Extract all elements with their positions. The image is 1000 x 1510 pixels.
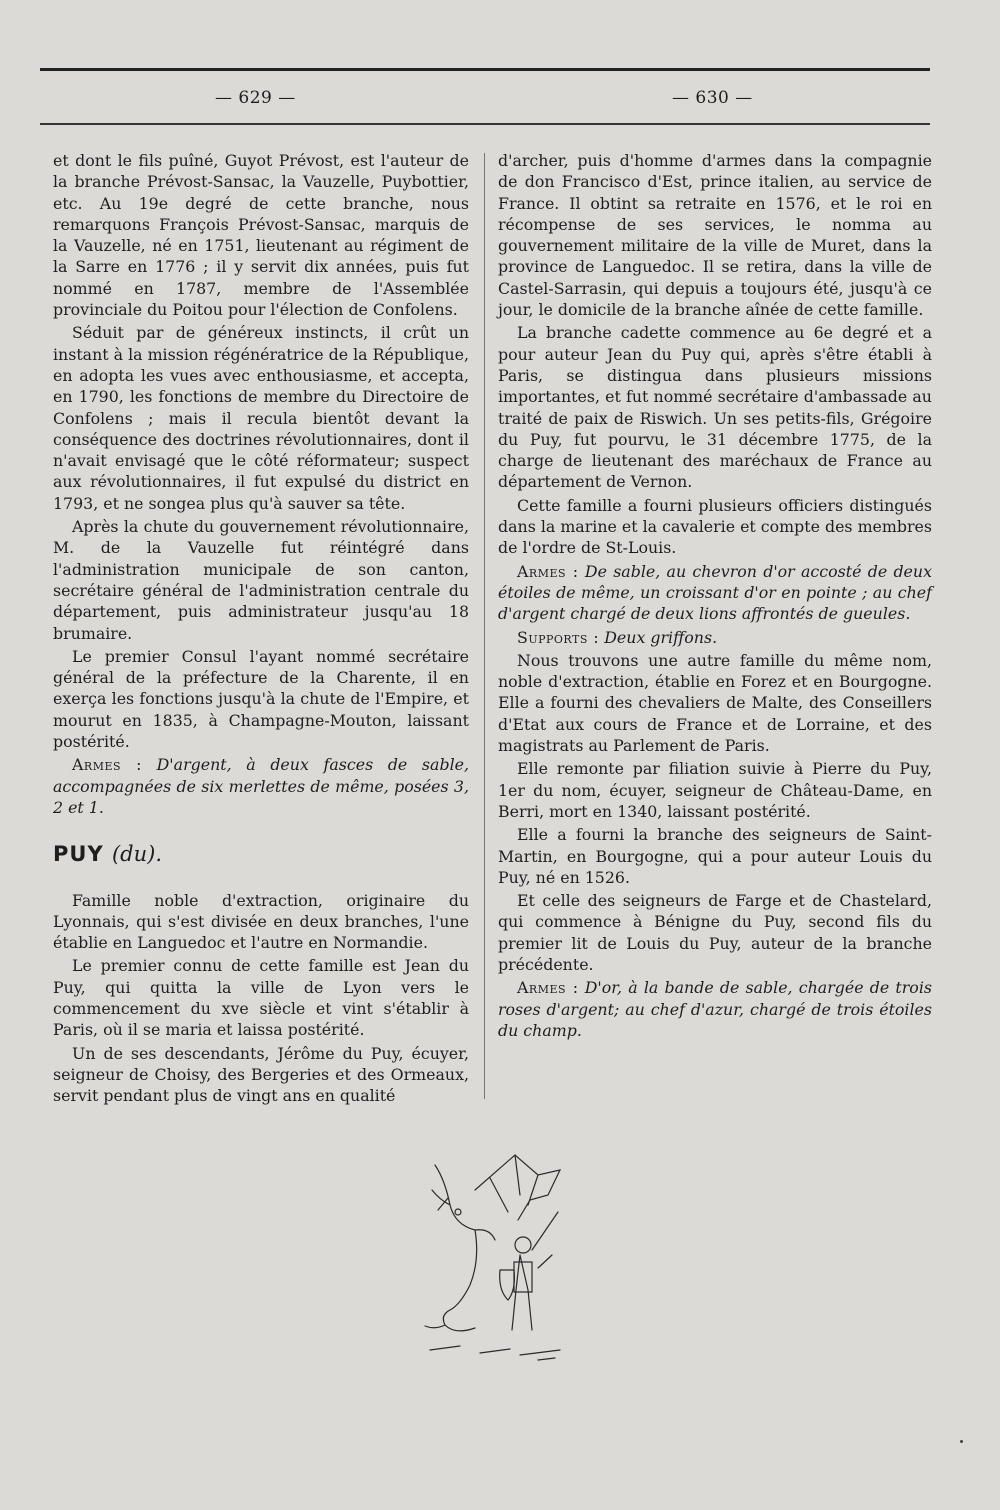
armes-blazon: D'or, à la bande de sable, chargée de trois roses d'argent; au chef d'azur, chargé de trois étoiles du champ.	[498, 978, 932, 1040]
page-number-left: — 629 —	[215, 88, 296, 108]
right-column	[498, 150, 932, 1041]
armes-label: Armes :	[517, 978, 579, 998]
armorial-paragraph	[498, 977, 932, 1041]
paragraph: Famille noble d'extraction, originaire du Lyonnais, qui s'est divisée en deux branches, l'une établie en Languedoc et l'autre en Normandie.	[53, 890, 469, 953]
column-divider	[484, 153, 485, 1099]
header-rule-top	[40, 68, 930, 71]
paragraph: Nous trouvons une autre famille du même nom, noble d'extraction, établie en Forez et en Bourgogne. Elle a fourni des chevaliers de Malte, des Conseillers d'Etat aux cours de France et de Lorraine, et des magistrats au Parlement de Paris.	[498, 650, 932, 756]
paragraph: Elle remonte par filiation suivie à Pierre du Puy, 1er du nom, écuyer, seigneur de Château-Dame, en Berri, mort en 1340, laissant postérité.	[498, 759, 932, 821]
heading-suffix: (du).	[111, 842, 162, 867]
armorial-paragraph	[53, 754, 469, 818]
supports-paragraph	[498, 627, 932, 648]
armes-blazon: De sable, au chevron d'or accosté de deux étoiles de même, un croissant d'or en pointe ; au chef d'argent chargé de deux lions affrontés de gueules.	[498, 561, 932, 624]
paragraph: Le premier connu de cette famille est Jean du Puy, qui quitta la ville de Lyon vers le commencement du xve siècle et vint s'établir à Paris, où il se maria et laissa postérité.	[53, 956, 469, 1040]
armes-label: Armes :	[72, 755, 142, 775]
paragraph: et dont le fils puîné, Guyot Prévost, est l'auteur de la branche Prévost-Sansac, la Vauzelle, Puybottier, etc. Au 19e degré de cette branche, nous remarquons François Prévost-Sansac, marquis de la Vauzelle, né en 1751, lieutenant au régiment de la Sarre en 1776 ; il y servit dix années, puis fut nommé en 1787, membre de l'Assemblée provinciale du Poitou pour l'élection de Confolens.	[53, 151, 469, 320]
supports-label: Supports :	[517, 627, 600, 647]
header-rule-bottom	[40, 123, 930, 125]
knight-dragon-vignette	[420, 1150, 570, 1365]
left-column	[53, 150, 469, 1106]
paragraph: d'archer, puis d'homme d'armes dans la compagnie de don Francisco d'Est, prince italien, au service de France. Il obtint sa retraite en 1576, et le roi en récompense de ses services, le nomma au gouvernement militaire de la ville de Muret, dans la province de Languedoc. Il se retira, dans la ville de Castel-Sarrasin, qui depuis a toujours été, jusqu'à ce jour, le domicile de la branche aînée de cette famille.	[498, 151, 932, 320]
paragraph: Le premier Consul l'ayant nommé secrétaire général de la préfecture de la Charente, il en exerça les fonctions jusqu'à la chute de l'Empire, et mourut en 1835, à Champagne-Mouton, laissant postérité.	[53, 646, 469, 752]
armes-blazon: D'argent, à deux fasces de sable, accompagnées de six merlettes de même, posées 3, 2 et 1.	[53, 755, 469, 817]
paragraph: La branche cadette commence au 6e degré et a pour auteur Jean du Puy qui, après s'être établi à Paris, se distingua dans plusieurs missions importantes, et fut nommé secrétaire d'ambassade au traité de paix de Riswich. Un ses petits-fils, Grégoire du Puy, fut pourvu, le 31 décembre 1775, de la charge de lieutenant des maréchaux de France au département de Vernon.	[498, 323, 932, 492]
print-speck	[960, 1440, 963, 1443]
armes-label: Armes :	[517, 561, 579, 581]
paragraph: Après la chute du gouvernement révolutionnaire, M. de la Vauzelle fut réintégré dans l'administration municipale de son canton, secrétaire général de l'administration centrale du département, puis administrateur jusqu'au 18 brumaire.	[53, 517, 469, 643]
armorial-paragraph	[498, 561, 932, 625]
family-heading	[53, 844, 469, 865]
paragraph: Cette famille a fourni plusieurs officiers distingués dans la marine et la cavalerie et compte des membres de l'ordre de St-Louis.	[498, 495, 932, 558]
paragraph: Un de ses descendants, Jérôme du Puy, écuyer, seigneur de Choisy, des Bergeries et des Ormeaux, servit pendant plus de vingt ans en qualité	[53, 1043, 469, 1106]
paragraph: Séduit par de généreux instincts, il crût un instant à la mission régénératrice de la République, en adopta les vues avec enthousiasme, et accepta, en 1790, les fonctions de membre du Directoire de Confolens ; mais il recula bientôt devant la conséquence des doctrines révolutionnaires, dont il n'avait envisagé que le côté réformateur; suspect aux révolutionnaires, il fut expulsé du district en 1793, et ne songea plus qu'à sauver sa tête.	[53, 323, 469, 513]
heading-title: PUY	[53, 842, 104, 867]
supports-text: Deux griffons.	[604, 627, 718, 647]
paragraph: Et celle des seigneurs de Farge et de Chastelard, qui commence à Bénigne du Puy, second fils du premier lit de Louis du Puy, auteur de la branche précédente.	[498, 891, 932, 974]
paragraph: Elle a fourni la branche des seigneurs de Saint-Martin, en Bourgogne, qui a pour auteur Louis du Puy, né en 1526.	[498, 825, 932, 887]
page-number-right: — 630 —	[672, 88, 753, 108]
